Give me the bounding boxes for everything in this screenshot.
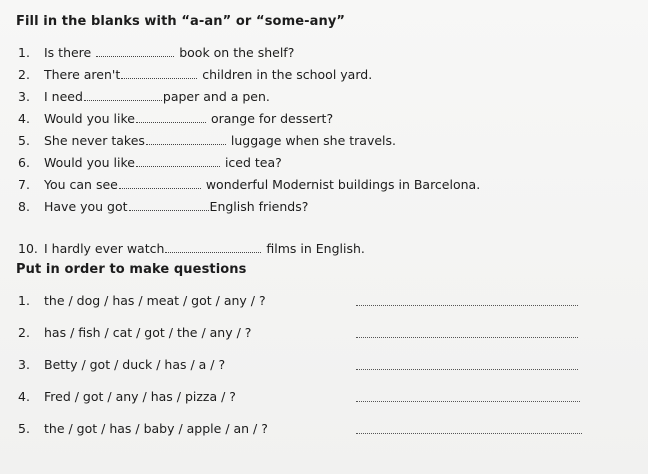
blank-item-2: [18, 66, 372, 84]
blank-line[interactable]: [136, 110, 206, 123]
item-text-before: Would you like: [44, 111, 135, 126]
item-number: 3.: [18, 89, 30, 104]
answer-line-4[interactable]: [356, 401, 580, 402]
blank-line[interactable]: [136, 154, 220, 167]
answer-line-2[interactable]: [356, 337, 578, 338]
order-questions-title: Put in order to make questions: [16, 262, 247, 277]
scrambled-words: Fred / got / any / has / pizza / ?: [44, 389, 236, 404]
answer-line-5[interactable]: [356, 433, 582, 434]
order-item-3: [18, 356, 225, 374]
blank-line[interactable]: [165, 240, 261, 253]
item-text-before: She never takes: [44, 133, 145, 148]
item-text-before: I need: [44, 89, 83, 104]
item-text-after: wonderful Modernist buildings in Barcelona.: [205, 177, 481, 192]
item-text-before: You can see: [44, 177, 118, 192]
blank-item-8: [18, 198, 308, 216]
blank-item-6: [18, 154, 282, 172]
order-item-4: [18, 388, 236, 406]
blank-line[interactable]: [121, 66, 197, 79]
blank-line[interactable]: [146, 132, 226, 145]
blank-line[interactable]: [129, 198, 209, 211]
item-text-before: I hardly ever watch: [43, 241, 165, 256]
item-number: 10.: [18, 241, 38, 256]
answer-line-3[interactable]: [356, 369, 578, 370]
item-number: 2.: [18, 67, 30, 82]
item-text-before: Is there: [44, 45, 92, 60]
scrambled-words: the / dog / has / meat / got / any / ?: [44, 293, 266, 308]
item-number: 5.: [18, 133, 30, 148]
item-number: 4.: [18, 389, 30, 404]
scrambled-words: has / fish / cat / got / the / any / ?: [44, 325, 252, 340]
item-number: 7.: [18, 177, 30, 192]
blank-line[interactable]: [84, 88, 162, 101]
order-item-5: [18, 420, 268, 438]
item-number: 5.: [18, 421, 30, 436]
order-item-1: [18, 292, 266, 310]
item-text-after: luggage when she travels.: [230, 133, 396, 148]
item-text-after: English friends?: [209, 199, 309, 214]
item-text-after: orange for dessert?: [210, 111, 334, 126]
item-text-before: There aren't: [44, 67, 121, 82]
blank-item-4: [18, 110, 333, 128]
item-number: 1.: [18, 45, 30, 60]
item-number: 4.: [18, 111, 30, 126]
item-number: 3.: [18, 357, 30, 372]
item-number: 8.: [18, 199, 30, 214]
item-text-after: paper and a pen.: [162, 89, 270, 104]
blank-line[interactable]: [119, 176, 201, 189]
blank-line[interactable]: [96, 44, 174, 57]
item-text-after: children in the school yard.: [202, 67, 373, 82]
blank-item-10: [18, 240, 365, 258]
item-text-before: Have you got: [44, 199, 128, 214]
item-text-after: films in English.: [266, 241, 365, 256]
blank-item-5: [18, 132, 396, 150]
scrambled-words: the / got / has / baby / apple / an / ?: [44, 421, 268, 436]
item-number: 1.: [18, 293, 30, 308]
item-text-after: book on the shelf?: [179, 45, 295, 60]
item-number: 6.: [18, 155, 30, 170]
blank-item-3: [18, 88, 270, 106]
blank-item-1: [18, 44, 294, 62]
blank-item-7: [18, 176, 480, 194]
item-text-before: Would you like: [44, 155, 135, 170]
item-text-after: iced tea?: [224, 155, 282, 170]
order-item-2: [18, 324, 251, 342]
fill-blanks-title: Fill in the blanks with “a-an” or “some-any”: [16, 14, 346, 29]
item-number: 2.: [18, 325, 30, 340]
answer-line-1[interactable]: [356, 305, 578, 306]
scrambled-words: Betty / got / duck / has / a / ?: [44, 357, 226, 372]
